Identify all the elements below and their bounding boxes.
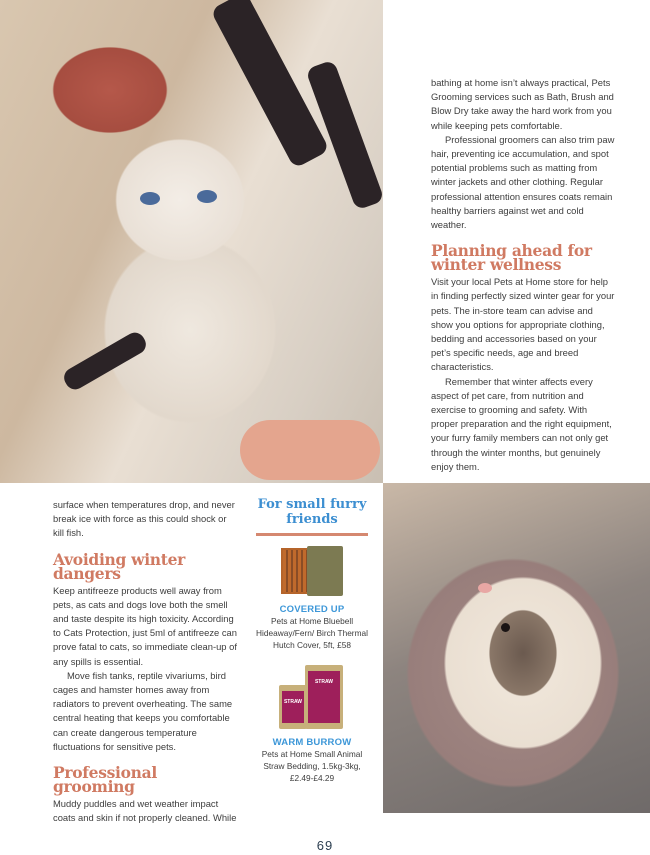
- product-sidebar: [252, 497, 372, 784]
- section-heading: Professional grooming: [53, 763, 157, 797]
- paragraph: bathing at home isn’t always practical, Pets Grooming services such as Bath, Brush and Blow Dry take away the hard work from you while keeping pets comfortable.: [431, 77, 614, 131]
- product-name: WARM BURROW: [272, 737, 352, 748]
- page-number: 69: [316, 838, 334, 853]
- sidebar-title: For small furry friends: [257, 497, 367, 527]
- right-article-column: [431, 76, 616, 474]
- paragraph: Muddy puddles and wet weather impact coats and skin if not properly cleaned. While: [53, 798, 237, 824]
- paragraph: Move fish tanks, reptile vivariums, bird cages and hamster homes away from radiators to prevent overheating. The same central heating that keeps you comfortable can create dangerous temperature fluctuations for sensitive pets.: [53, 669, 233, 752]
- section-heading: Planning ahead for winter wellness: [431, 241, 592, 275]
- paragraph: Visit your local Pets at Home store for help in finding perfectly sized winter gear for your pets. The in-store team can advise and show you options for appropriate clothing, bedding and accessories based on your pet’s specific needs, age and breed characteristics.: [431, 276, 615, 373]
- paragraph: Professional groomers can also trim paw hair, preventing ice accumulation, and spot potential problems such as matting from winter jackets and other clothing. Regular professional attention ensures coats remain healthy barriers against wet and cold weather.: [431, 133, 615, 231]
- bag-label: STRAW: [282, 691, 304, 723]
- paragraph: surface when temperatures drop, and never break ice with force as this could shock or kill fish.: [53, 499, 235, 539]
- divider: [256, 533, 368, 536]
- bag-label: STRAW: [308, 671, 340, 723]
- product-hutch-cover: [252, 546, 372, 651]
- product-description: Pets at Home Bluebell Hideaway/Fern/ Birch Thermal Hutch Cover, 5ft, £58: [256, 616, 368, 650]
- straw-bag-image: [277, 665, 347, 731]
- product-description: Pets at Home Small Animal Straw Bedding, 1.5kg-3kg, £2.49-£4.29: [261, 749, 363, 783]
- hamster-photo: [383, 483, 650, 813]
- product-straw-bedding: [252, 665, 372, 784]
- paragraph: Keep antifreeze products well away from pets, as cats and dogs love both the smell and taste despite its high toxicity. According to Cats Protection, just 5ml of antifreeze can prove fatal to cats, so immediate clean-up of any spills is essential.: [53, 584, 237, 667]
- section-heading: Avoiding winter dangers: [53, 549, 186, 583]
- hutch-image: [281, 546, 343, 598]
- paragraph: Remember that winter affects every aspect of pet care, from nutrition and exercise to grooming and safety. With proper preparation and the right equipment, your furry family members can not only get through the winter months, but genuinely enjoy them.: [431, 375, 612, 472]
- left-article-column: [53, 498, 238, 825]
- kitten-photo: [0, 0, 383, 483]
- product-name: COVERED UP: [279, 604, 345, 615]
